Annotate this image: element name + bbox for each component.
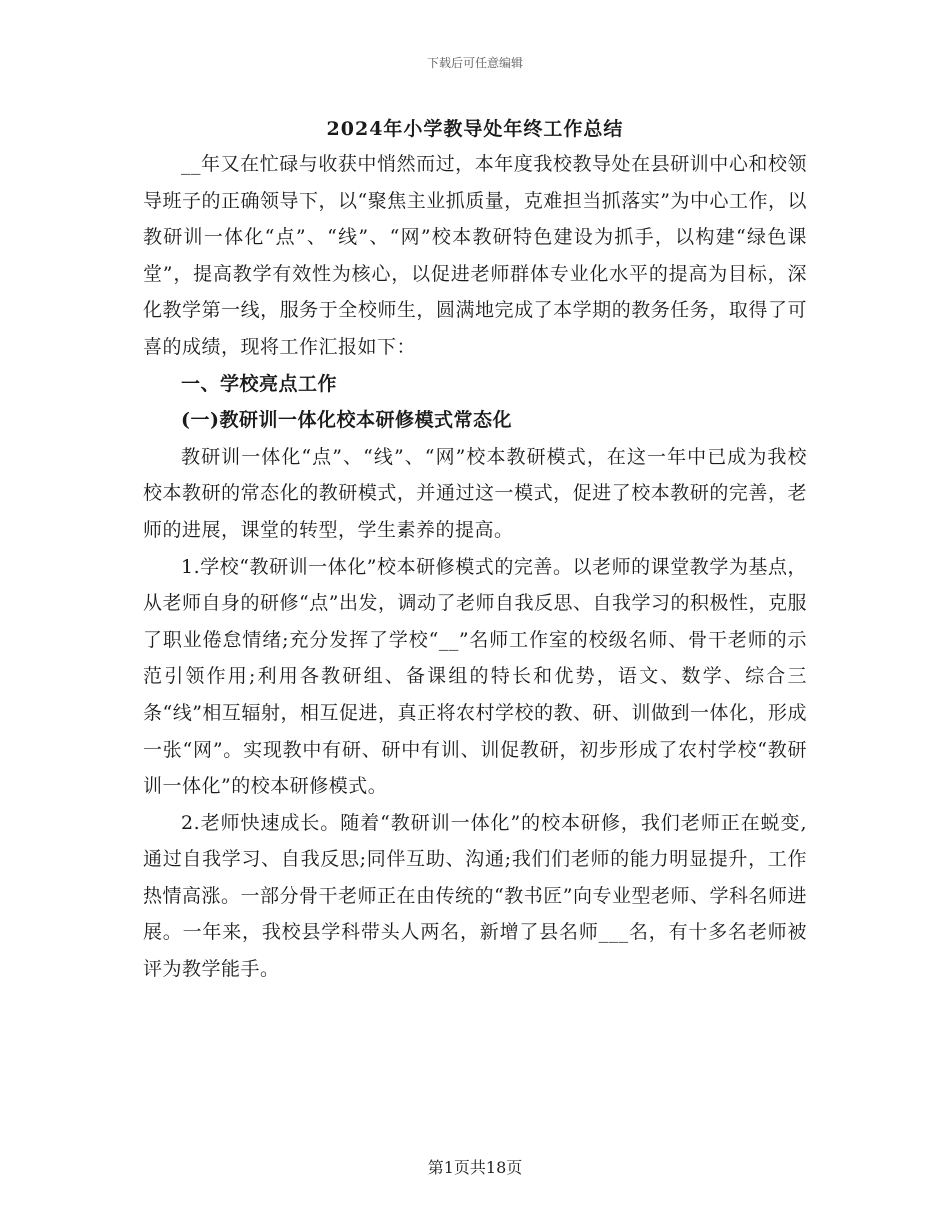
- section-heading: 一、学校亮点工作: [181, 372, 338, 395]
- body-paragraph: 1.学校“教研训一体化”校本研修模式的完善。以老师的课堂教学为基点，从老师自身的研修“点”出发，调动了老师自我反思、自我学习的积极性，克服了职业倦怠情绪;充分发挥了学校“__”名师工作室的校级名师、骨干老师的示范引领作用;利用各教研组、备课组的特长和优势，语文、数学、综合三条“线”相互辐射，相互促进，真正将农村学校的教、研、训做到一体化，形成一张“网”。实现教中有研、研中有训、训促教研，初步形成了农村学校“教研训一体化”的校本研修模式。: [143, 555, 807, 798]
- subsection-heading: (一)教研训一体化校本研修模式常态化: [181, 409, 512, 432]
- body-paragraph: 教研训一体化“点”、“线”、“网”校本教研模式，在这一年中已成为我校校本教研的常态化的教研模式，并通过这一模式，促进了校本教研的完善，老师的进展，课堂的转型，学生素养的提高。: [143, 445, 807, 541]
- intro-paragraph: __年又在忙碌与收获中悄然而过，本年度我校教导处在县研训中心和校领导班子的正确领导下，以“聚焦主业抓质量，克难担当抓落实”为中心工作，以教研训一体化“点”、“线”、“网”校本教研特色建设为抓手，以构建“绿色课堂”，提高教学有效性为核心，以促进老师群体专业化水平的提高为目标，深化教学第一线，服务于全校师生，圆满地完成了本学期的教务任务，取得了可喜的成绩，现将工作汇报如下：: [143, 153, 807, 358]
- body-paragraph: 2.老师快速成长。随着“教研训一体化”的校本研修，我们老师正在蜕变,通过自我学习、自我反思;同伴互助、沟通;我们们老师的能力明显提升，工作热情高涨。一部分骨干老师正在由传统的“教书匠”向专业型老师、学科名师进展。一年来，我校县学科带头人两名，新增了县名师___名，有十多名老师被评为教学能手。: [143, 811, 807, 981]
- document-title: 2024年小学教导处年终工作总结: [326, 118, 624, 140]
- document-body: [143, 146, 807, 988]
- header-note: 下载后可任意编辑: [426, 56, 523, 70]
- page-number-footer: 第1页共18页: [427, 1158, 523, 1177]
